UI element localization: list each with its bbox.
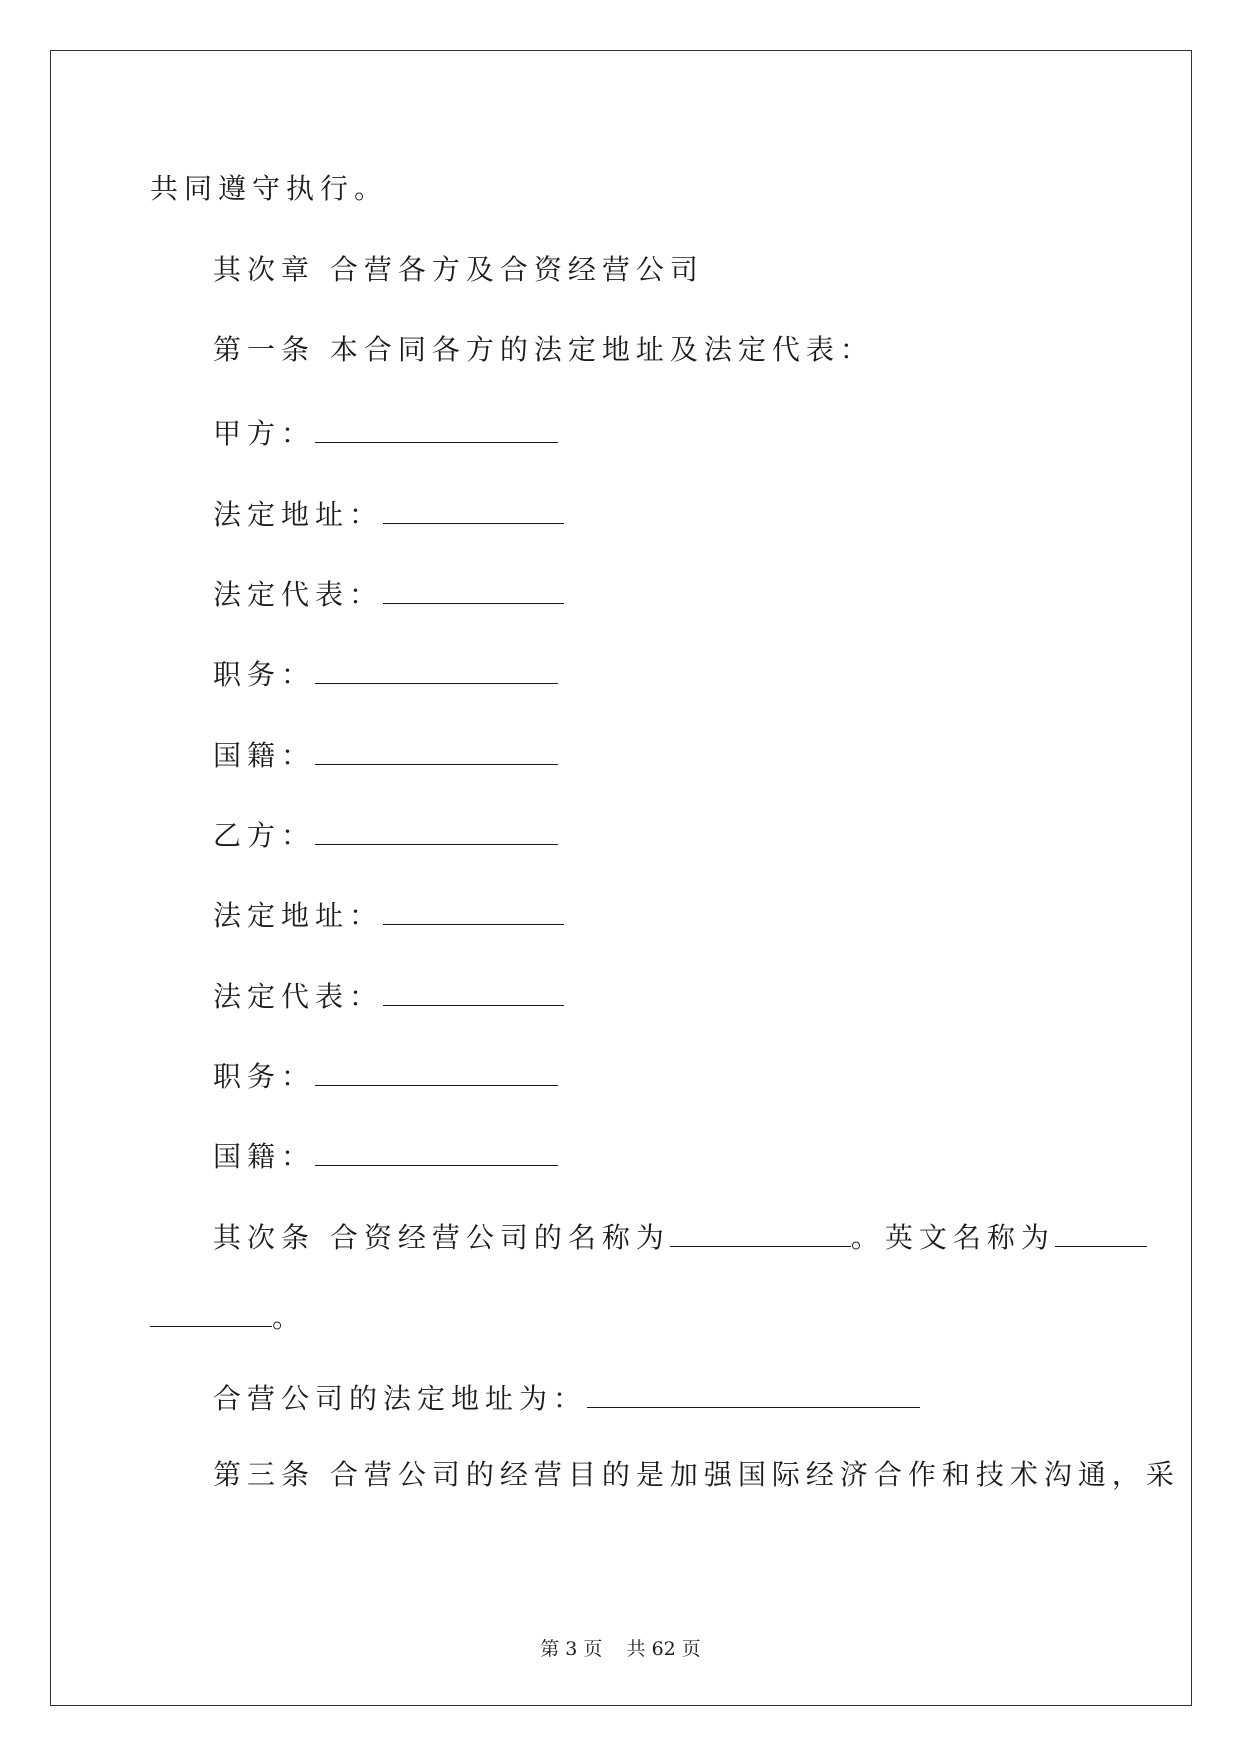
line-text: 其次条 合资经营公司的名称为 (213, 1221, 670, 1254)
company-name-blank[interactable] (670, 1220, 851, 1247)
party-a-representative-blank[interactable] (383, 577, 564, 604)
english-name-blank[interactable] (1055, 1220, 1147, 1247)
party-b-representative-row (213, 979, 564, 1011)
line-text: 共同遵守执行。 (150, 172, 389, 205)
company-address-blank[interactable] (587, 1381, 920, 1408)
party-b-representative-blank[interactable] (383, 979, 564, 1006)
party-a-position-blank[interactable] (315, 657, 558, 684)
field-label: 国籍： (213, 739, 316, 772)
line-text: 。英文名称为 (850, 1221, 1055, 1254)
article-2-row (213, 1220, 1147, 1252)
article-3-row (213, 1458, 1180, 1491)
english-name-continuation (150, 1300, 306, 1332)
party-a-address-row (213, 497, 564, 529)
field-label: 职务： (213, 1060, 316, 1093)
party-a-blank[interactable] (315, 416, 558, 443)
company-address-row (213, 1381, 920, 1413)
party-b-blank[interactable] (315, 818, 558, 845)
field-label: 法定代表： (213, 980, 384, 1013)
line-text: 第三条 合营公司的经营目的是加强国际经济合作和技术沟通，采 (213, 1458, 1180, 1491)
article-1-heading (213, 333, 874, 366)
chapter-heading (213, 253, 704, 286)
party-a-address-blank[interactable] (383, 497, 564, 524)
party-a-nationality-row (213, 738, 558, 770)
party-b-nationality-blank[interactable] (315, 1139, 558, 1166)
field-label: 合营公司的法定地址为： (213, 1382, 588, 1415)
field-label: 国籍： (213, 1140, 316, 1173)
party-b-address-blank[interactable] (383, 898, 564, 925)
field-label: 甲方： (213, 417, 316, 450)
party-a-position-row (213, 657, 558, 689)
field-label: 法定地址： (213, 899, 384, 932)
party-a-row (213, 416, 558, 448)
line-text: 第一条 本合同各方的法定地址及法定代表： (213, 333, 874, 366)
page-number-footer: 第 3 页 共 62 页 (540, 1638, 701, 1660)
line-text: 其次章 合营各方及合资经营公司 (213, 253, 704, 286)
party-b-nationality-row (213, 1139, 558, 1171)
party-b-address-row (213, 898, 564, 930)
text-line-1 (150, 172, 389, 205)
party-b-position-blank[interactable] (315, 1059, 558, 1086)
line-text: 。 (272, 1301, 307, 1334)
field-label: 乙方： (213, 819, 316, 852)
field-label: 法定地址： (213, 498, 384, 531)
party-a-representative-row (213, 577, 564, 609)
field-label: 法定代表： (213, 578, 384, 611)
field-label: 职务： (213, 658, 316, 691)
english-name-blank-cont[interactable] (150, 1300, 272, 1327)
party-a-nationality-blank[interactable] (315, 738, 558, 765)
party-b-position-row (213, 1059, 558, 1091)
party-b-row (213, 818, 558, 850)
